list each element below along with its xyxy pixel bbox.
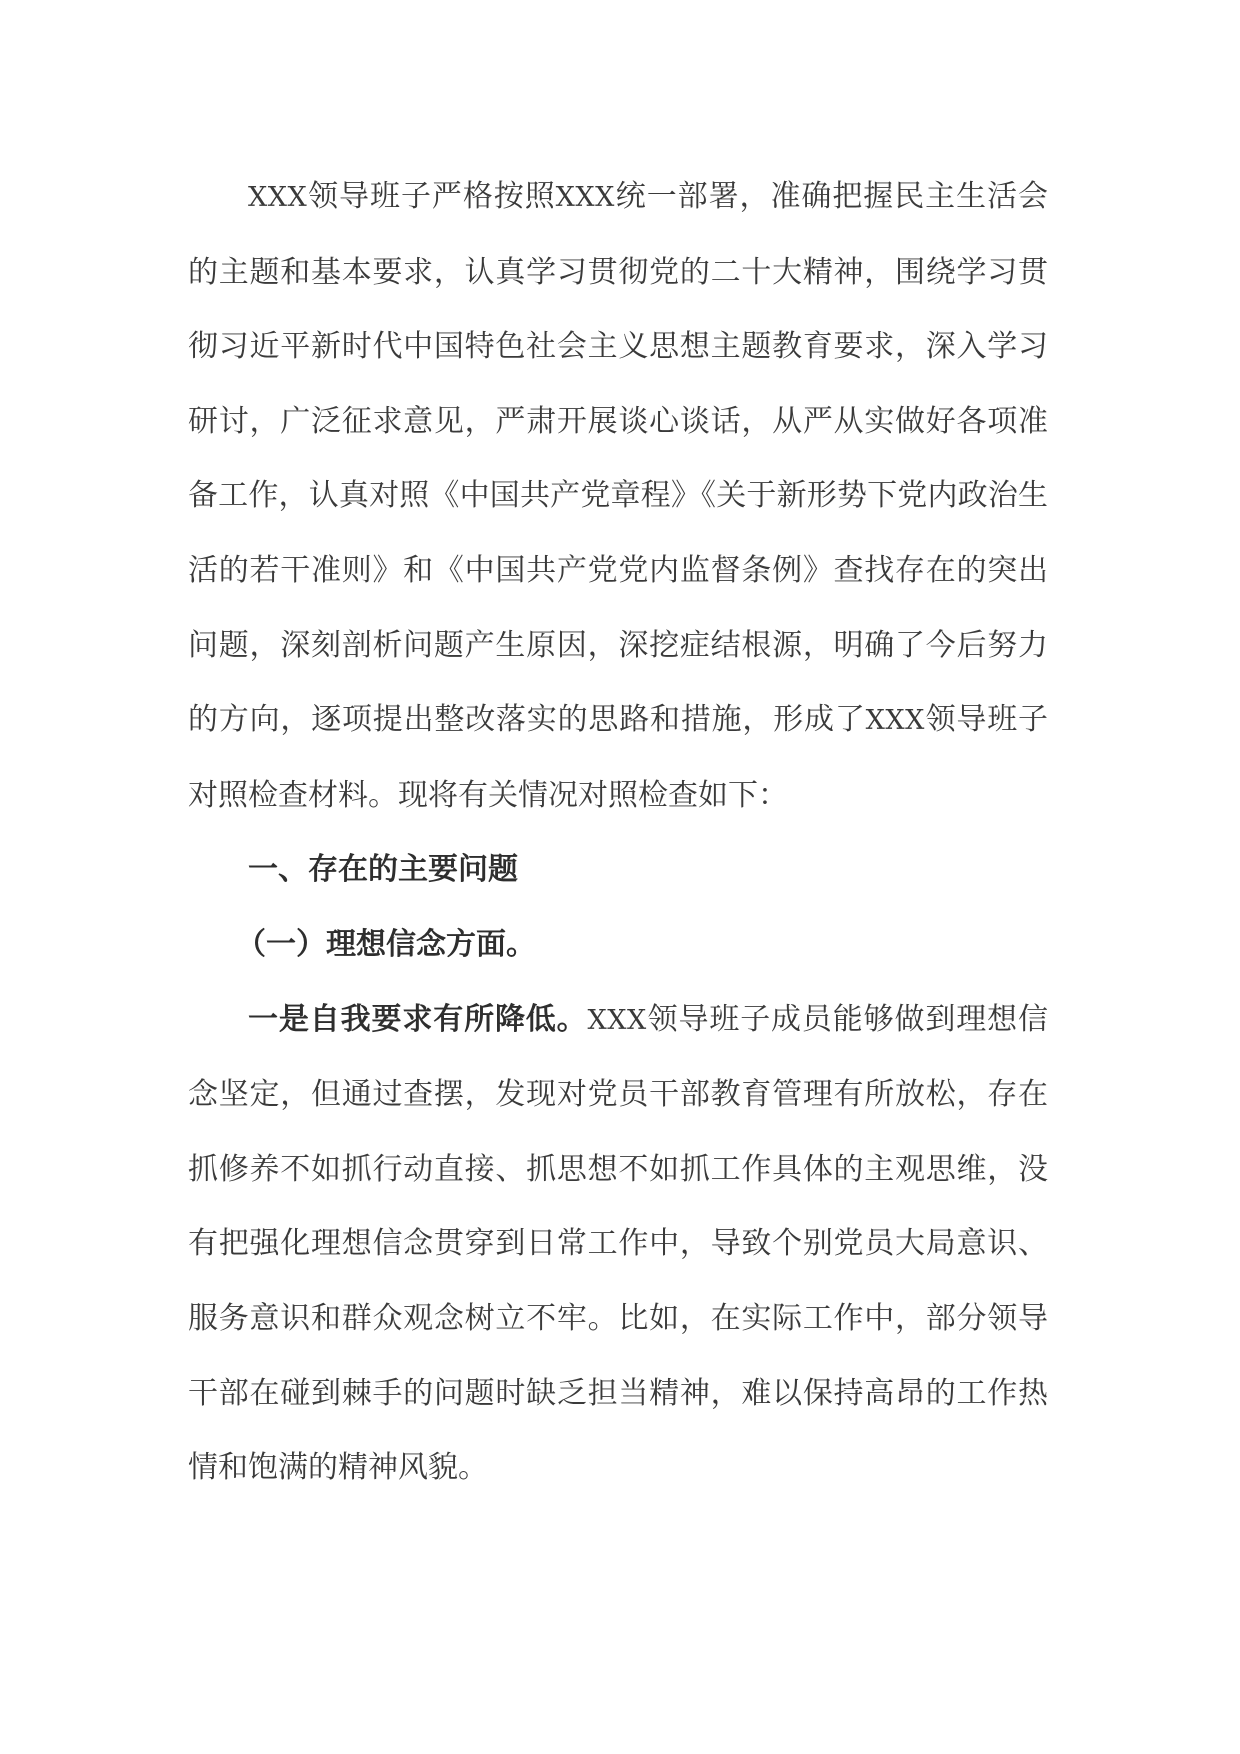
- intro-text-3: 领导班子对照检查材料。现将有关情况对照检查如下：: [188, 702, 1049, 813]
- point-lead: 一是自我要求有所降低。: [248, 1001, 588, 1037]
- intro-paragraph: [188, 160, 1048, 833]
- intro-text-2: 统一部署，准确把握民主生活会的主题和基本要求，认真学习贯彻党的二十大精神，围绕学习贯彻习近平新时代中国特色社会主义思想主题教育要求，深入学习研讨，广泛征求意见，严肃开展谈心谈话，从严从实做好各项准备工作，认真对照《中国共产党章程》《关于新形势下党内政治生活的若干准则》和《中国共产党党内监督条例》查找存在的突出问题，深刻剖析问题产生原因，深挖症结根源，明确了今后努力的方向，逐项提出整改落实的思路和措施，形成了: [188, 179, 1049, 738]
- org-placeholder: XXX: [865, 705, 925, 737]
- intro-text-1: 领导班子严格按照: [307, 179, 556, 214]
- point-text: 领导班子成员能够做到理想信念坚定，但通过查摆，发现对党员干部教育管理有所放松，存在抓修养不如抓行动直接、抓思想不如抓工作具体的主观思维，没有把强化理想信念贯穿到日常工作中，导致个别党员大局意识、服务意识和群众观念树立不牢。比如，在实际工作中，部分领导干部在碰到棘手的问题时缺乏担当精神，难以保持高昂的工作热情和饱满的精神风貌。: [188, 1001, 1049, 1486]
- org-placeholder: XXX: [248, 182, 308, 213]
- org-placeholder: XXX: [587, 1004, 647, 1036]
- document-body: [188, 160, 1048, 1506]
- point-paragraph: [188, 983, 1048, 1506]
- section-heading: 一、存在的主要问题: [248, 852, 518, 888]
- subsection-heading: （一）理想信念方面。: [236, 926, 536, 962]
- org-placeholder: XXX: [555, 182, 615, 213]
